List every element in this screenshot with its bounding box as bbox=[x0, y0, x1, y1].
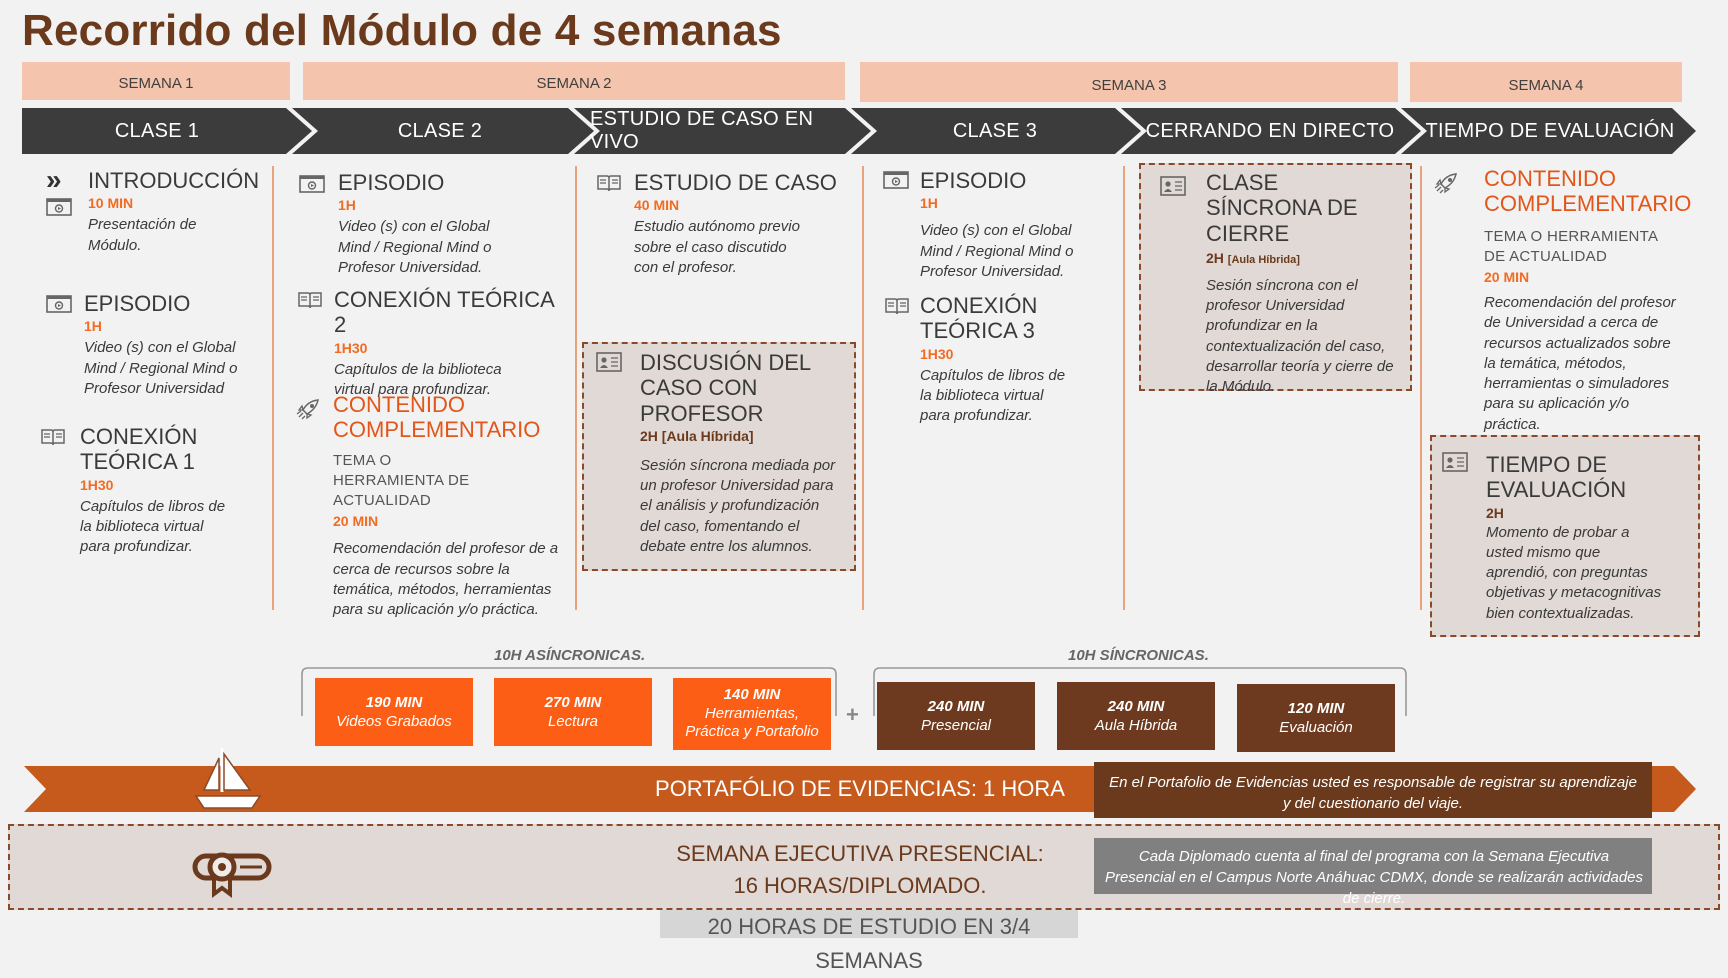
executive-label-line1: SEMANA EJECUTIVA PRESENCIAL: bbox=[676, 841, 1044, 866]
sync-box-minutes: 240 MIN bbox=[927, 697, 985, 715]
book-icon bbox=[297, 290, 323, 310]
conexion-2-block bbox=[334, 287, 564, 400]
video-icon bbox=[883, 170, 909, 190]
episodio-desc: Video (s) con el Global Mind / Regional Mind o Profesor Universidad bbox=[84, 339, 238, 397]
sailboat-icon bbox=[190, 746, 270, 812]
contenido-title: CONTENIDO COMPLEMENTARIO bbox=[333, 392, 541, 443]
async-box-minutes: 270 MIN bbox=[544, 693, 602, 711]
conexion-duration: 1H30 bbox=[80, 476, 114, 493]
tab-cerrando-directo: CERRANDO EN DIRECTO bbox=[1145, 119, 1395, 142]
footer-total-hours: 20 HORAS DE ESTUDIO EN 3/4 SEMANAS bbox=[660, 910, 1078, 938]
episodio-desc: Video (s) con el Global Mind / Regional Mind o Profesor Universidad. bbox=[338, 218, 492, 276]
column-divider bbox=[1123, 166, 1125, 610]
episodio-3-block bbox=[920, 168, 1120, 282]
tab-estudio-caso: ESTUDIO DE CASO EN VIVO bbox=[590, 108, 814, 153]
presentation-board-icon bbox=[596, 352, 622, 372]
contenido-2-block bbox=[333, 392, 568, 620]
sync-box-label: Presencial bbox=[920, 717, 992, 734]
contenido-title: CONTENIDO COMPLEMENTARIO bbox=[1484, 166, 1692, 217]
async-box-lectura bbox=[494, 678, 652, 746]
tiempo-evaluacion-title: TIEMPO DE EVALUACIÓN bbox=[1486, 452, 1627, 503]
episodio-duration: 1H bbox=[338, 197, 356, 214]
estudio-caso-duration: 40 MIN bbox=[634, 197, 680, 214]
plus-sign: + bbox=[846, 702, 859, 727]
double-chevron-icon: » bbox=[46, 164, 62, 195]
episodio-title: EPISODIO bbox=[84, 291, 191, 316]
rocket-icon bbox=[296, 398, 322, 420]
tiempo-evaluacion-desc: Momento de probar a usted mismo que aprendió, con preguntas objetivas y metacognitivas bien contextualizadas. bbox=[1486, 523, 1662, 622]
sync-box-aula-hibrida bbox=[1057, 682, 1215, 750]
portfolio-note: En el Portafolio de Evidencias usted es responsable de registrar su aprendizaje y del cuestionario del viaje. bbox=[1109, 774, 1637, 812]
episodio-2-block bbox=[338, 170, 558, 278]
conexion-desc: Capítulos de la biblioteca virtual para profundizar. bbox=[334, 360, 502, 398]
contenido-desc: Recomendación del profesor de a cerca de recursos sobre la temática, métodos, herramientas para su aplicación y/o práctica. bbox=[333, 540, 559, 619]
week-1-header: SEMANA 1 bbox=[22, 62, 290, 100]
estudio-caso-desc: Estudio autónomo previo sobre el caso discutido con el profesor. bbox=[634, 218, 800, 276]
discusion-title: DISCUSIÓN DEL CASO CON PROFESOR bbox=[640, 350, 811, 426]
contenido-subtitle: TEMA O HERRAMIENTA DE ACTUALIDAD bbox=[1484, 227, 1658, 265]
conexion-duration: 1H30 bbox=[920, 345, 954, 362]
tab-tiempo-evaluacion: TIEMPO DE EVALUACIÓN bbox=[1425, 119, 1675, 142]
intro-block bbox=[88, 168, 268, 256]
clase-sincrona-mode: [Aula Híbrida] bbox=[1227, 253, 1300, 266]
executive-label bbox=[620, 838, 1100, 902]
tiempo-evaluacion-duration: 2H bbox=[1486, 504, 1504, 521]
week-2-header: SEMANA 2 bbox=[303, 62, 845, 100]
tab-clase-1: CLASE 1 bbox=[114, 119, 200, 142]
conexion-3-block bbox=[920, 293, 1120, 426]
conexion-title: CONEXIÓN TEÓRICA 1 bbox=[80, 424, 198, 475]
presentation-board-icon bbox=[1160, 176, 1186, 196]
contenido-desc: Recomendación del profesor de Universidad a cerca de recursos actualizados sobre la temática, métodos, herramientas o simuladores para su aplicación y/o práctica. bbox=[1484, 294, 1676, 433]
episodio-desc: Video (s) con el Global Mind / Regional Mind o Profesor Universidad. bbox=[920, 222, 1074, 280]
clase-sincrona-desc: Sesión síncrona con el profesor Universidad profundizar en la contextualización del caso, desarrollar teoría y cierre de la Módulo. bbox=[1206, 276, 1394, 396]
video-icon bbox=[46, 197, 72, 217]
clase-sincrona-block bbox=[1206, 170, 1406, 397]
week-3-header: SEMANA 3 bbox=[860, 62, 1398, 102]
intro-desc: Presentación de Módulo. bbox=[88, 216, 197, 254]
async-box-herramientas bbox=[673, 678, 831, 750]
sync-label: 10H SÍNCRONICAS. bbox=[1068, 647, 1209, 664]
contenido-6-block bbox=[1484, 166, 1692, 435]
contenido-duration: 20 MIN bbox=[333, 513, 379, 530]
conexion-title: CONEXIÓN TEÓRICA 3 bbox=[920, 293, 1038, 344]
tab-clase-2: CLASE 2 bbox=[397, 119, 483, 142]
async-box-minutes: 190 MIN bbox=[365, 693, 423, 711]
episodio-duration: 1H bbox=[920, 195, 938, 212]
episodio-duration: 1H bbox=[84, 318, 102, 335]
async-label: 10H ASÍNCRONICAS. bbox=[494, 647, 646, 664]
async-box-videos bbox=[315, 678, 473, 746]
intro-title: INTRODUCCIÓN bbox=[88, 168, 260, 193]
intro-duration: 10 MIN bbox=[88, 195, 134, 212]
sync-box-presencial bbox=[877, 682, 1035, 750]
contenido-duration: 20 MIN bbox=[1484, 269, 1530, 286]
diploma-icon bbox=[192, 846, 272, 898]
sync-box-evaluacion bbox=[1237, 684, 1395, 752]
episodio-title: EPISODIO bbox=[920, 168, 1027, 193]
page-title: Recorrido del Módulo de 4 semanas bbox=[22, 6, 782, 55]
video-icon bbox=[46, 294, 72, 314]
sync-box-minutes: 120 MIN bbox=[1287, 699, 1345, 717]
portfolio-label: PORTAFÓLIO DE EVIDENCIAS: 1 HORA bbox=[655, 776, 1065, 801]
executive-label-line2: 16 HORAS/DIPLOMADO. bbox=[733, 873, 987, 898]
rocket-icon bbox=[1434, 172, 1460, 194]
tab-clase-3: CLASE 3 bbox=[952, 119, 1038, 142]
conexion-desc: Capítulos de libros de la biblioteca virtual para profundizar. bbox=[80, 497, 226, 556]
discusion-block bbox=[640, 350, 850, 557]
column-divider bbox=[575, 166, 577, 610]
clase-sincrona-duration: 2H bbox=[1206, 249, 1224, 266]
discusion-desc: Sesión síncrona mediada por un profesor Universidad para el análisis y profundización del caso, fomentando el debate entre los alumnos. bbox=[640, 456, 836, 555]
async-box-label: Videos Grabados bbox=[336, 713, 452, 730]
episodio-title: EPISODIO bbox=[338, 170, 445, 195]
sync-box-minutes: 240 MIN bbox=[1107, 697, 1165, 715]
week-4-header: SEMANA 4 bbox=[1410, 62, 1682, 102]
async-box-minutes: 140 MIN bbox=[723, 685, 781, 703]
clase-sincrona-title: CLASE SÍNCRONA DE CIERRE bbox=[1206, 170, 1358, 246]
estudio-caso-title: ESTUDIO DE CASO bbox=[634, 170, 837, 195]
executive-note: Cada Diplomado cuenta al final del programa con la Semana Ejecutiva Presencial en el Campus Norte Anáhuac CDMX, donde se realizarán actividades de cierre. bbox=[1104, 848, 1644, 907]
sync-box-label: Aula Híbrida bbox=[1094, 717, 1178, 734]
column-divider bbox=[1420, 166, 1422, 610]
book-icon bbox=[884, 296, 910, 316]
book-icon bbox=[596, 173, 622, 193]
episodio-1-block bbox=[84, 291, 264, 399]
async-box-label: Lectura bbox=[547, 713, 599, 730]
estudio-caso-block bbox=[634, 170, 854, 278]
conexion-title: CONEXIÓN TEÓRICA 2 bbox=[334, 287, 554, 338]
video-icon bbox=[299, 174, 325, 194]
conexion-1-block bbox=[80, 424, 276, 557]
contenido-subtitle: TEMA O HERRAMIENTA DE ACTUALIDAD bbox=[333, 451, 470, 510]
sync-box-label: Evaluación bbox=[1279, 719, 1353, 736]
tiempo-evaluacion-block bbox=[1486, 452, 1686, 624]
conexion-duration: 1H30 bbox=[334, 339, 368, 356]
column-divider bbox=[862, 166, 864, 610]
discusion-duration: 2H [Aula Híbrida] bbox=[640, 427, 754, 444]
conexion-desc: Capítulos de libros de la biblioteca virtual para profundizar. bbox=[920, 366, 1066, 425]
book-icon bbox=[40, 427, 66, 447]
presentation-board-icon bbox=[1442, 452, 1468, 472]
async-box-label: Herramientas, Práctica y Portafolio bbox=[685, 704, 819, 741]
